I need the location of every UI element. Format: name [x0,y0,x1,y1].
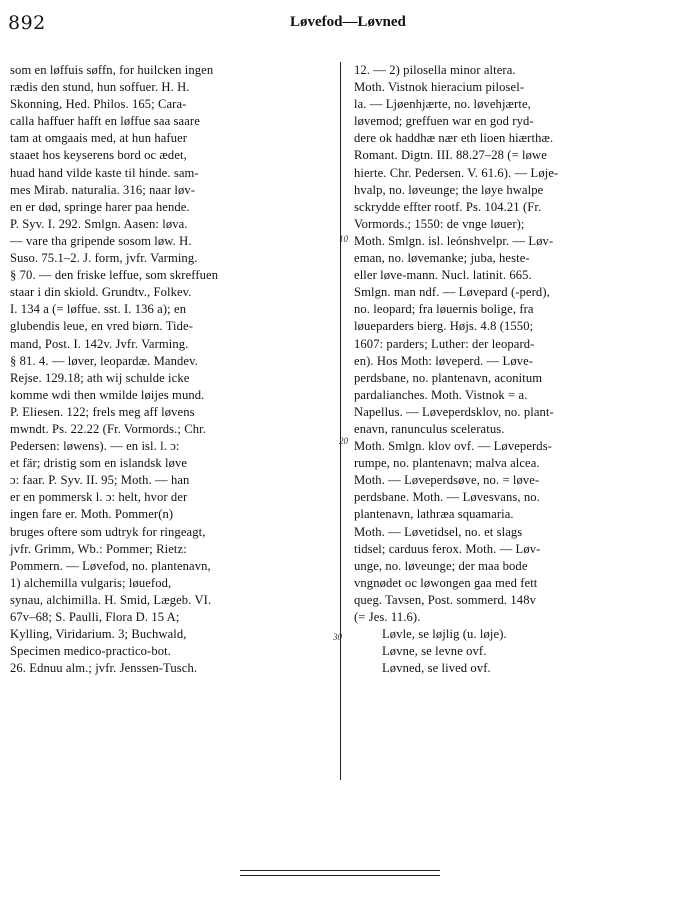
text-line: staar i din skiold. Grundtv., Folkev. [10,285,192,300]
text-line: mwndt. Ps. 22.22 (Fr. Vormords.; Chr. [10,421,207,436]
text-line: 67v–68; S. Paulli, Flora D. 15 A; [10,610,180,624]
text-line: (= Jes. 11.6). [354,610,421,624]
text-line: Kylling, Viridarium. 3; Buchwald, [10,627,187,642]
text-line: § 81. 4. — løver, leopardæ. Mandev. [10,353,198,368]
text-line: huad hand vilde kaste til hinde. sam- [10,165,199,180]
text-line: § 70. — den friske leffue, som skreffuen [10,268,219,283]
text-line: Suso. 75.1–2. J. form, jvfr. Varming. [10,251,198,266]
text-line: 1607: parders; Luther: der leopard- [354,336,535,351]
text-line: queg. Tavsen, Post. sommerd. 148v [354,592,536,607]
text-line: en). Hos Moth: løveperd. — Løve- [354,353,534,368]
text-line: Moth. — Løveperdsøve, no. = løve- [354,473,540,488]
text-line: 26. Ednuu alm.; jvfr. Jenssen-Tusch. [10,661,198,676]
text-line: — vare tha gripende sosom løw. H. [10,233,192,248]
column-divider [340,62,341,780]
text-line: Løvne, se levne ovf. [382,644,487,659]
text-line: er en pommersk l. ɔ: helt, hvor der [10,490,188,505]
text-line: tidsel; carduus ferox. Moth. — Løv- [354,541,541,556]
page-number: 892 [8,12,46,34]
text-line: la. — Ljøenhjærte, no. løvehjærte, [354,97,531,112]
text-line: synau, alchimilla. H. Smid, Lægeb. VI. [10,592,212,607]
text-line: dere ok haddhæ nær eth lioen hiærthæ. [354,131,554,146]
page-header [0,8,676,36]
text-line: P. Eliesen. 122; frels meg aff løvens [10,404,195,419]
text-line: Løvle, se løjlig (u. løje). [382,627,507,642]
text-line: 1) alchemilla vulgaris; løuefod, [10,575,172,590]
text-line: ingen fare er. Moth. Pommer(n) [10,507,174,522]
text-line: calla haffuer hafft en løffue saa saare [10,114,200,129]
text-line: jvfr. Grimm, Wb.: Pommer; Rietz: [10,541,187,556]
text-line: no. leopard; fra løuernis bolige, fra [354,302,534,317]
text-line: hvalp, no. løveunge; the løye hwalpe [354,182,544,197]
text-line: pardalianches. Moth. Vistnok = a. [354,387,528,402]
text-line: ɔ: faar. P. Syv. II. 95; Moth. — han [10,473,190,488]
text-line: en er død, springe harer paa hende. [10,199,190,214]
text-line: mes Mirab. naturalia. 316; naar løv- [10,182,196,197]
line-number-marker: 20 [339,436,348,446]
footer-rule [240,875,440,876]
text-line: Skonning, Hed. Philos. 165; Cara- [10,97,187,112]
line-number-marker: 30 [333,632,342,642]
text-line: mand, Post. I. 142v. Jvfr. Varming. [10,336,189,351]
text-line: Specimen medico-practico-bot. [10,644,171,659]
right-column [354,62,666,677]
text-line: Moth. Smlgn. klov ovf. — Løveperds- [354,439,552,454]
text-line: vngnødet oc løwongen gaa med fett [354,575,538,590]
text-line: perdsbane, no. plantenavn, aconitum [354,370,543,385]
text-line: bruges oftere som udtryk for ringeagt, [10,524,206,539]
left-column [10,62,330,677]
text-line: Rejse. 129.18; ath wij schulde icke [10,370,190,385]
text-line: sckrydde effter rootf. Ps. 104.21 (Fr. [354,199,542,214]
text-line: Napellus. — Løveperdsklov, no. plant- [354,404,554,419]
text-line: unge, no. løveunge; der maa bode [354,558,528,573]
text-line: løueparders bierg. Højs. 4.8 (1550; [354,319,534,334]
text-line: Smlgn. man ndf. — Løvepard (-perd), [354,285,550,300]
running-head: Løvefod—Løvned [290,14,406,30]
text-line: Vormords.; 1550: de vnge løuer); [354,216,525,231]
text-line: komme wdi then wmilde løijes mund. [10,387,205,402]
text-line: 12. — 2) pilosella minor altera. [354,63,516,77]
text-line: løvemod; greffuen war en god ryd- [354,114,534,129]
text-line: Pedersen: løwens). — en isl. l. ɔ: [10,439,180,454]
text-line: glubendis leue, en vred biørn. Tide- [10,319,194,334]
line-number-marker: 10 [339,234,348,244]
text-line: eman, no. løvemanke; juba, heste- [354,251,530,266]
text-line: P. Syv. I. 292. Smlgn. Aasen: løva. [10,216,188,231]
text-line: staaet hos keyserens bord oc ædet, [10,148,187,163]
text-line: eller løve-mann. Nucl. latinit. 665. [354,268,532,283]
text-line: Moth. Smlgn. isl. leónshvelpr. — Løv- [354,233,554,248]
text-line: rumpe, no. plantenavn; malva alcea. [354,456,540,471]
text-line: enavn, ranunculus sceleratus. [354,421,505,436]
text-line: Løvned, se lived ovf. [382,661,491,676]
text-line: Romant. Digtn. III. 88.27–28 (= løwe [354,148,547,163]
text-line: Moth. — Løvetidsel, no. et slags [354,524,523,539]
text-line: I. 134 a (= løffue. sst. I. 136 a); en [10,302,187,317]
text-line: et fär; dristig som en islandsk løve [10,456,188,471]
text-line: hierte. Chr. Pedersen. V. 61.6). — Løje- [354,165,559,180]
text-line: Pommern. — Løvefod, no. plantenavn, [10,558,211,573]
text-line: rædis den stund, hun soffuer. H. H. [10,80,190,95]
text-line: tam at omgaais med, at hun hafuer [10,131,188,146]
text-line: som en løffuis søffn, for huilcken ingen [10,63,214,77]
footer-rule [240,870,440,871]
text-line: perdsbane. Moth. — Løvesvans, no. [354,490,540,505]
text-line: plantenavn, lathræa squamaria. [354,507,514,522]
text-line: Moth. Vistnok hieracium pilosel- [354,80,525,95]
